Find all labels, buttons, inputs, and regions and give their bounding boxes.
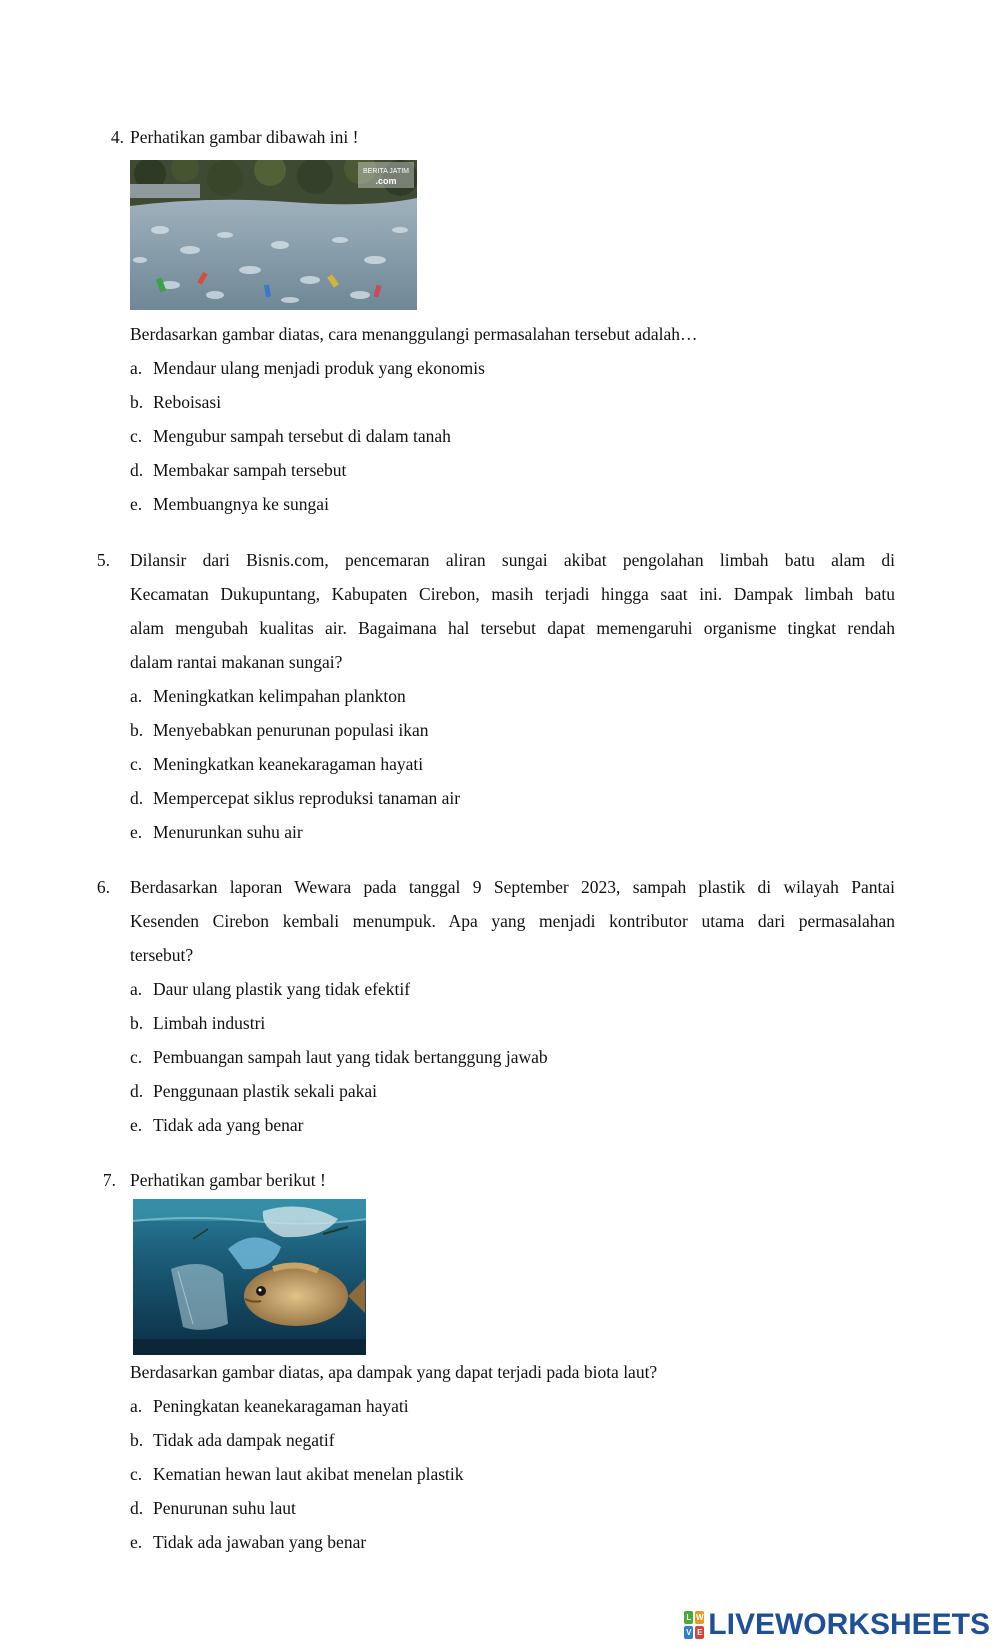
option-text[interactable]: Reboisasi <box>153 392 222 412</box>
question-6-line: tersebut? <box>130 945 194 965</box>
option-letter[interactable]: b. <box>130 392 144 412</box>
option-letter[interactable]: a. <box>130 979 143 999</box>
question-7-number: 7. <box>102 1170 116 1190</box>
svg-text:.com: .com <box>375 176 397 186</box>
option-text[interactable]: Limbah industri <box>153 1013 266 1033</box>
question-4-prompt: Berdasarkan gambar diatas, cara menanggulangi permasalahan tersebut adalah… <box>130 324 698 344</box>
option-text[interactable]: Tidak ada jawaban yang benar <box>153 1532 367 1552</box>
option-letter[interactable]: d. <box>130 460 144 480</box>
option-letter[interactable]: e. <box>130 494 143 514</box>
option-text[interactable]: Menyebabkan penurunan populasi ikan <box>153 720 429 740</box>
option-letter[interactable]: c. <box>130 1047 143 1067</box>
liveworksheets-wordmark: LIVEWORKSHEETS <box>708 1608 990 1641</box>
liveworksheets-logo[interactable] <box>684 1610 990 1640</box>
option-letter[interactable]: a. <box>130 686 143 706</box>
option-text[interactable]: Menurunkan suhu air <box>153 822 303 842</box>
option-letter[interactable]: c. <box>130 1464 143 1484</box>
option-text[interactable]: Peningkatan keanekaragaman hayati <box>153 1396 409 1416</box>
question-5-line: Kecamatan Dukupuntang, Kabupaten Cirebon, masih terjadi hingga saat ini. Dampak limbah batu <box>130 584 895 604</box>
question-6-line: Berdasarkan laporan Wewara pada tanggal 9 September 2023, sampah plastik di wilayah Pantai <box>130 877 895 897</box>
option-letter[interactable]: b. <box>130 720 144 740</box>
option-text[interactable]: Daur ulang plastik yang tidak efektif <box>153 979 411 999</box>
question-6-line: Kesenden Cirebon kembali menumpuk. Apa yang menjadi kontributor utama dari permasalahan <box>130 911 895 931</box>
option-letter[interactable]: a. <box>130 358 143 378</box>
option-text[interactable]: Meningkatkan kelimpahan plankton <box>153 686 406 706</box>
option-text[interactable]: Pembuangan sampah laut yang tidak bertanggung jawab <box>153 1047 548 1067</box>
option-text[interactable]: Mempercepat siklus reproduksi tanaman air <box>153 788 461 808</box>
option-text[interactable]: Tidak ada dampak negatif <box>153 1430 335 1450</box>
option-text[interactable]: Membakar sampah tersebut <box>153 460 347 480</box>
option-letter[interactable]: b. <box>130 1430 144 1450</box>
question-4-number: 4. <box>110 127 124 147</box>
question-5-line: Dilansir dari Bisnis.com, pencemaran aliran sungai akibat pengolahan limbah batu alam di <box>130 550 895 570</box>
fish-plastic-underwater-image <box>133 1199 366 1355</box>
question-5-line: dalam rantai makanan sungai? <box>130 652 343 672</box>
option-text[interactable]: Meningkatkan keanekaragaman hayati <box>153 754 424 774</box>
question-7-stem: Perhatikan gambar berikut ! <box>130 1170 326 1190</box>
option-letter[interactable]: d. <box>130 1498 144 1518</box>
option-letter[interactable]: c. <box>130 754 143 774</box>
option-text[interactable]: Tidak ada yang benar <box>153 1115 304 1135</box>
option-letter[interactable]: b. <box>130 1013 144 1033</box>
question-6-number: 6. <box>96 877 110 897</box>
question-5-number: 5. <box>96 550 110 570</box>
option-text[interactable]: Kematian hewan laut akibat menelan plastik <box>153 1464 464 1484</box>
plastic-bottle-landfill-image <box>130 160 417 310</box>
option-text[interactable]: Mendaur ulang menjadi produk yang ekonomis <box>153 358 485 378</box>
option-letter[interactable]: d. <box>130 788 144 808</box>
option-letter[interactable]: a. <box>130 1396 143 1416</box>
option-text[interactable]: Penggunaan plastik sekali pakai <box>153 1081 378 1101</box>
watermark-text: BERITA JATIM <box>362 168 410 175</box>
option-text[interactable]: Membuangnya ke sungai <box>153 494 329 514</box>
option-letter[interactable]: c. <box>130 426 143 446</box>
option-letter[interactable]: d. <box>130 1081 144 1101</box>
option-letter[interactable]: e. <box>130 1115 143 1135</box>
question-4-stem: Perhatikan gambar dibawah ini ! <box>130 127 359 147</box>
question-5-line: alam mengubah kualitas air. Bagaimana hal tersebut dapat memengaruhi organisme tingkat rendah <box>130 618 895 638</box>
liveworksheets-mark-icon: L W V E <box>686 1613 704 1637</box>
question-7-prompt: Berdasarkan gambar diatas, apa dampak yang dapat terjadi pada biota laut? <box>130 1362 658 1382</box>
option-text[interactable]: Mengubur sampah tersebut di dalam tanah <box>153 426 451 446</box>
option-letter[interactable]: e. <box>130 1532 143 1552</box>
option-text[interactable]: Penurunan suhu laut <box>153 1498 296 1518</box>
option-letter[interactable]: e. <box>130 822 143 842</box>
